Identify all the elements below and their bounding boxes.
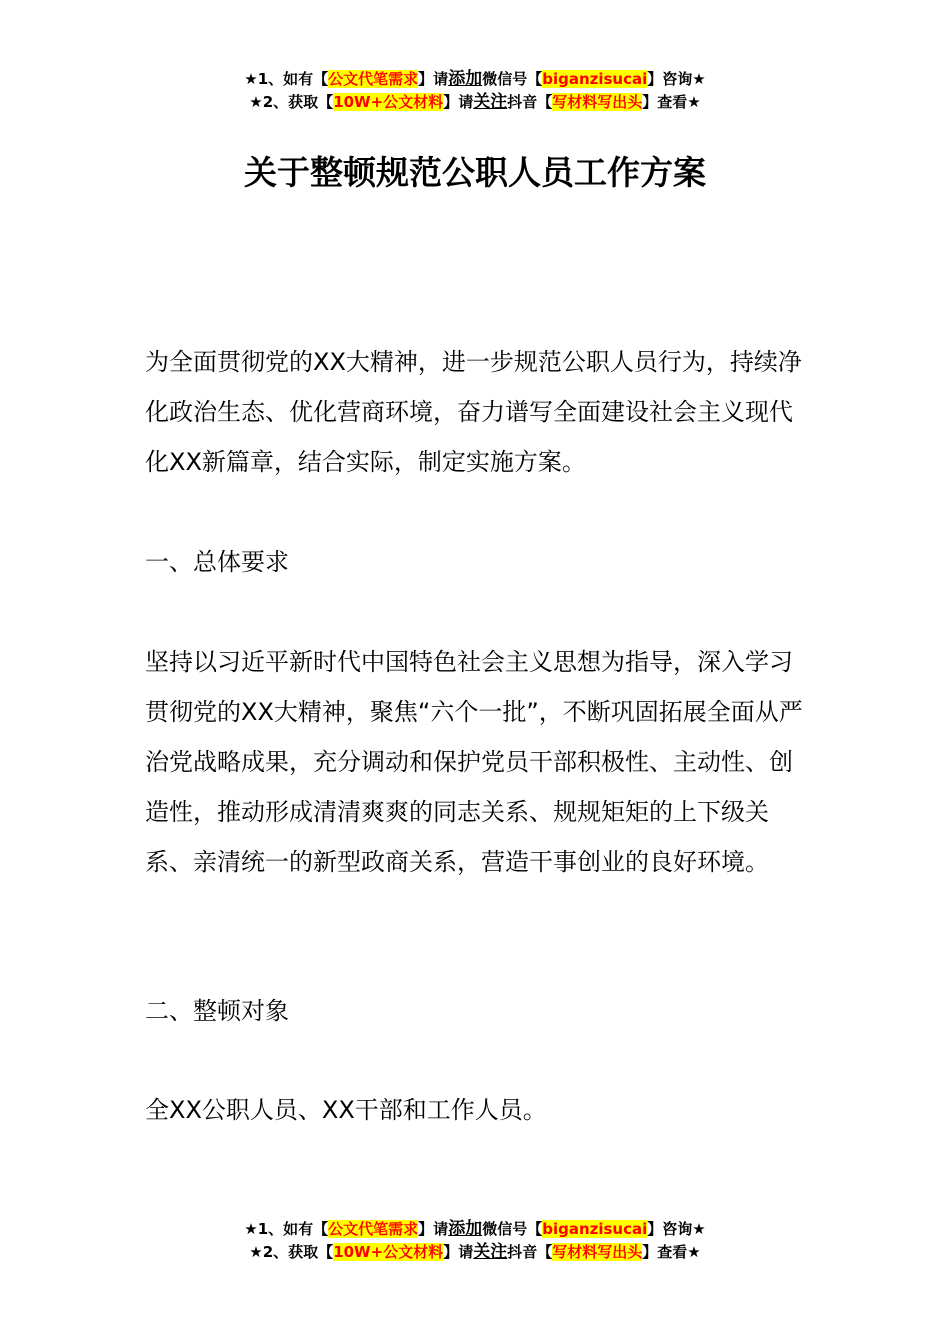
douyin-id: 写材料写出头: [552, 1243, 643, 1261]
wechat-id: biganzisucai: [542, 1220, 648, 1238]
banner-text: 】请: [418, 70, 449, 88]
banner-text: 】咨询★: [647, 70, 706, 88]
emphasis-text: 添加: [448, 1219, 483, 1239]
banner-line-1: [0, 1218, 950, 1241]
section-heading-2: 二、整顿对象: [145, 997, 289, 1025]
highlight-text: 10W+公文材料: [333, 1243, 444, 1261]
highlight-text: 公文代笔需求: [328, 1220, 419, 1238]
banner-text: 微信号【: [482, 70, 543, 88]
banner-text: 抖音【: [507, 1243, 553, 1261]
section-heading-1: 一、总体要求: [145, 548, 289, 576]
banner-text: ★2、获取【: [249, 1243, 334, 1261]
section-body-1: 坚持以习近平新时代中国特色社会主义思想为指导，深入学习贯彻党的XX大精神，聚焦“六个一批”，不断巩固拓展全面从严治党战略成果，充分调动和保护党员干部积极性、主动性、创造性，推动形成清清爽爽的同志关系、规规矩矩的上下级关系、亲清统一的新型政商关系，营造干事创业的良好环境。: [145, 648, 803, 876]
intro-paragraph: 为全面贯彻党的XX大精神，进一步规范公职人员行为，持续净化政治生态、优化营商环境，奋力谱写全面建设社会主义现代化XX新篇章，结合实际，制定实施方案。: [145, 348, 802, 476]
banner-text: 】咨询★: [647, 1220, 706, 1238]
banner-text: 抖音【: [507, 93, 553, 111]
banner-text: 】请: [443, 1243, 474, 1261]
emphasis-text: 关注: [473, 1242, 508, 1262]
header-banner: [0, 68, 950, 114]
wechat-id: biganzisucai: [542, 70, 648, 88]
banner-line-2: [0, 91, 950, 114]
highlight-text: 公文代笔需求: [328, 70, 419, 88]
emphasis-text: 添加: [448, 69, 483, 89]
douyin-id: 写材料写出头: [552, 93, 643, 111]
section-body-2: 全XX公职人员、XX干部和工作人员。: [145, 1096, 547, 1124]
banner-text: 】查看★: [642, 1243, 701, 1261]
banner-line-2: [0, 1241, 950, 1264]
highlight-text: 10W+公文材料: [333, 93, 444, 111]
banner-text: 】查看★: [642, 93, 701, 111]
emphasis-text: 关注: [473, 92, 508, 112]
banner-text: 微信号【: [482, 1220, 543, 1238]
banner-text: 】请: [443, 93, 474, 111]
banner-text: ★1、如有【: [244, 1220, 329, 1238]
banner-line-1: [0, 68, 950, 91]
banner-text: 】请: [418, 1220, 449, 1238]
document-title: 关于整顿规范公职人员工作方案: [244, 153, 706, 192]
footer-banner: [0, 1218, 950, 1264]
banner-text: ★2、获取【: [249, 93, 334, 111]
banner-text: ★1、如有【: [244, 70, 329, 88]
